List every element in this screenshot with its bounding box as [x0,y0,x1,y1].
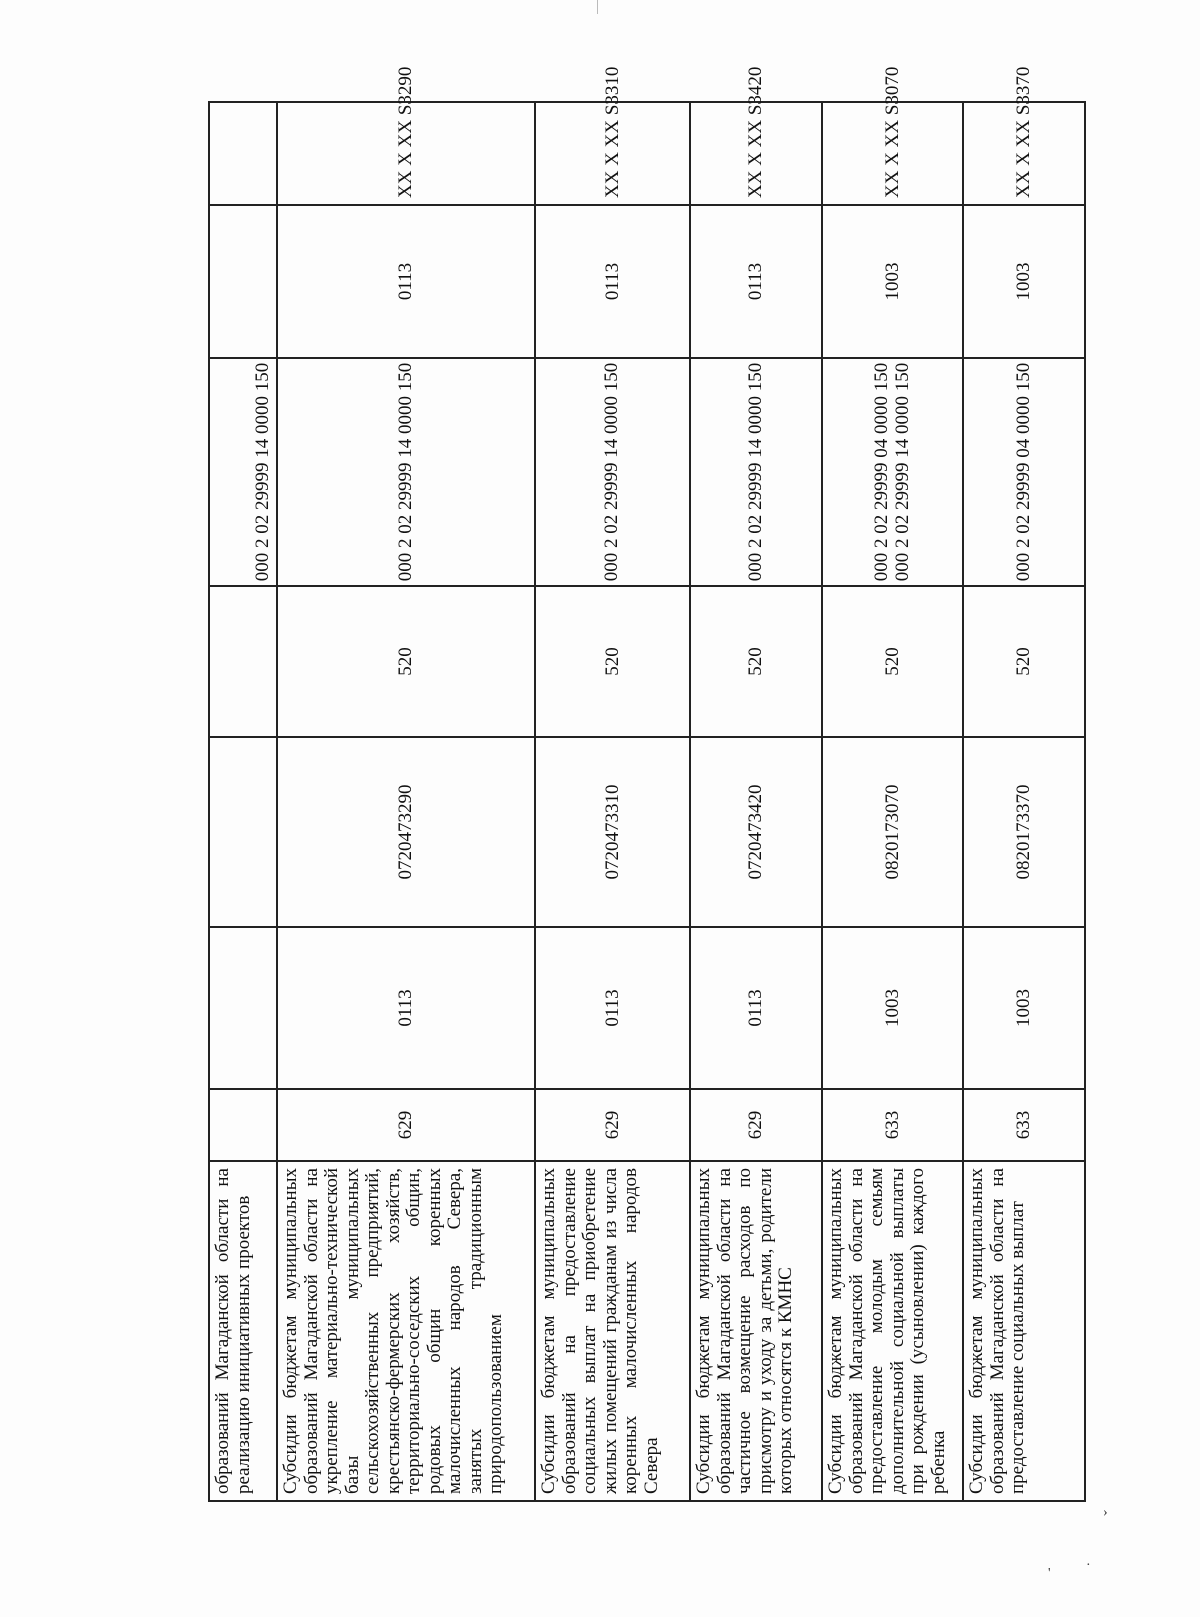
revenue-code-cell [209,358,277,586]
revenue-code: 000 2 02 29999 14 0000 150 [891,362,913,582]
expense-type-code: 520 [963,586,1085,737]
recipient-expense-code: XX X XX S3290 [277,102,535,205]
expense-type-code: 520 [690,586,822,737]
revenue-code: 000 2 02 29999 14 0000 150 [601,362,623,582]
table-row [690,102,822,1501]
table-row [209,102,277,1501]
row-description: Субсидии бюджетам муниципальных образований Магаданской области на предоставление молодым семьям дополнительной социальной выплаты при рождении (усыновлении) каждого ребенка [822,1161,963,1501]
section-code-recipient: 1003 [963,205,1085,358]
target-article-code [209,737,277,927]
expense-type-code: 520 [277,586,535,737]
table-row [277,102,535,1501]
row-description: Субсидии бюджетам муниципальных образований на предоставление социальных выплат на приобретение жилых помещений гражданам из числа коренных малочисленных народов Севера [535,1161,690,1501]
grbs-code: 629 [535,1089,690,1161]
target-article-code: 0720473310 [535,737,690,927]
revenue-code: 000 2 02 29999 14 0000 150 [394,362,416,582]
expense-type-code: 520 [822,586,963,737]
section-code: 0113 [277,927,535,1089]
section-code: 1003 [963,927,1085,1089]
table-row [822,102,963,1501]
section-code-recipient: 0113 [277,205,535,358]
rotated-table-inner [208,66,1084,1502]
grbs-code: 633 [963,1089,1085,1161]
table-row [535,102,690,1501]
grbs-code: 629 [690,1089,822,1161]
revenue-code-cell [690,358,822,586]
section-code: 0113 [535,927,690,1089]
grbs-code: 633 [822,1089,963,1161]
section-code-recipient: 0113 [535,205,690,358]
recipient-expense-code: XX X XX S3420 [690,102,822,205]
target-article-code: 0720473420 [690,737,822,927]
grbs-code [209,1089,277,1161]
revenue-code: 000 2 02 29999 04 0000 150 [870,362,892,582]
section-code-recipient: 0113 [690,205,822,358]
target-article-code: 0720473290 [277,737,535,927]
scan-speck: ' [1048,1566,1051,1581]
grbs-code: 629 [277,1089,535,1161]
target-article-code: 0820173070 [822,737,963,927]
row-description: Субсидии бюджетам муниципальных образований Магаданской области на предоставление социальных выплат [963,1161,1085,1501]
table-row [963,102,1085,1501]
revenue-code-cell [277,358,535,586]
revenue-code-cell [822,358,963,586]
row-description: Субсидии бюджетам муниципальных образований Магаданской области на частичное возмещение расходов по присмотру и уходу за детьми, родители которых относятся к КМНС [690,1161,822,1501]
budget-codes-table [208,66,1086,1502]
scan-speck: · [1086,1558,1091,1573]
scan-mark-top [597,0,598,14]
section-code [209,927,277,1089]
recipient-expense-code: XX X XX S3310 [535,102,690,205]
row-description: образований Магаданской области на реализацию инициативных проектов [209,1161,277,1501]
expense-type-code: 520 [535,586,690,737]
recipient-expense-code: XX X XX S3370 [963,102,1085,205]
revenue-code-cell [535,358,690,586]
revenue-code: 000 2 02 29999 14 0000 150 [744,362,766,582]
row-description: Субсидии бюджетам муниципальных образований Магаданской области на укрепление материально-технической базы муниципальных сельскохозяйственных предприятий, крестьянско-фермерских хозяйств, территориально-соседских общин, родовых общин коренных малочисленных народов Севера, занятых традиционным природопользованием [277,1161,535,1501]
section-code: 1003 [822,927,963,1089]
rotated-table-area [208,66,1084,1502]
revenue-code: 000 2 02 29999 04 0000 150 [1012,362,1034,582]
revenue-code: 000 2 02 29999 14 0000 150 [252,362,274,582]
target-article-code: 0820173370 [963,737,1085,927]
section-code-recipient: 1003 [822,205,963,358]
expense-type-code [209,586,277,737]
revenue-code-cell [963,358,1085,586]
section-code: 0113 [690,927,822,1089]
scan-speck: › [1103,1505,1108,1520]
recipient-expense-code [209,102,277,205]
section-code-recipient [209,205,277,358]
recipient-expense-code: XX X XX S3070 [822,102,963,205]
